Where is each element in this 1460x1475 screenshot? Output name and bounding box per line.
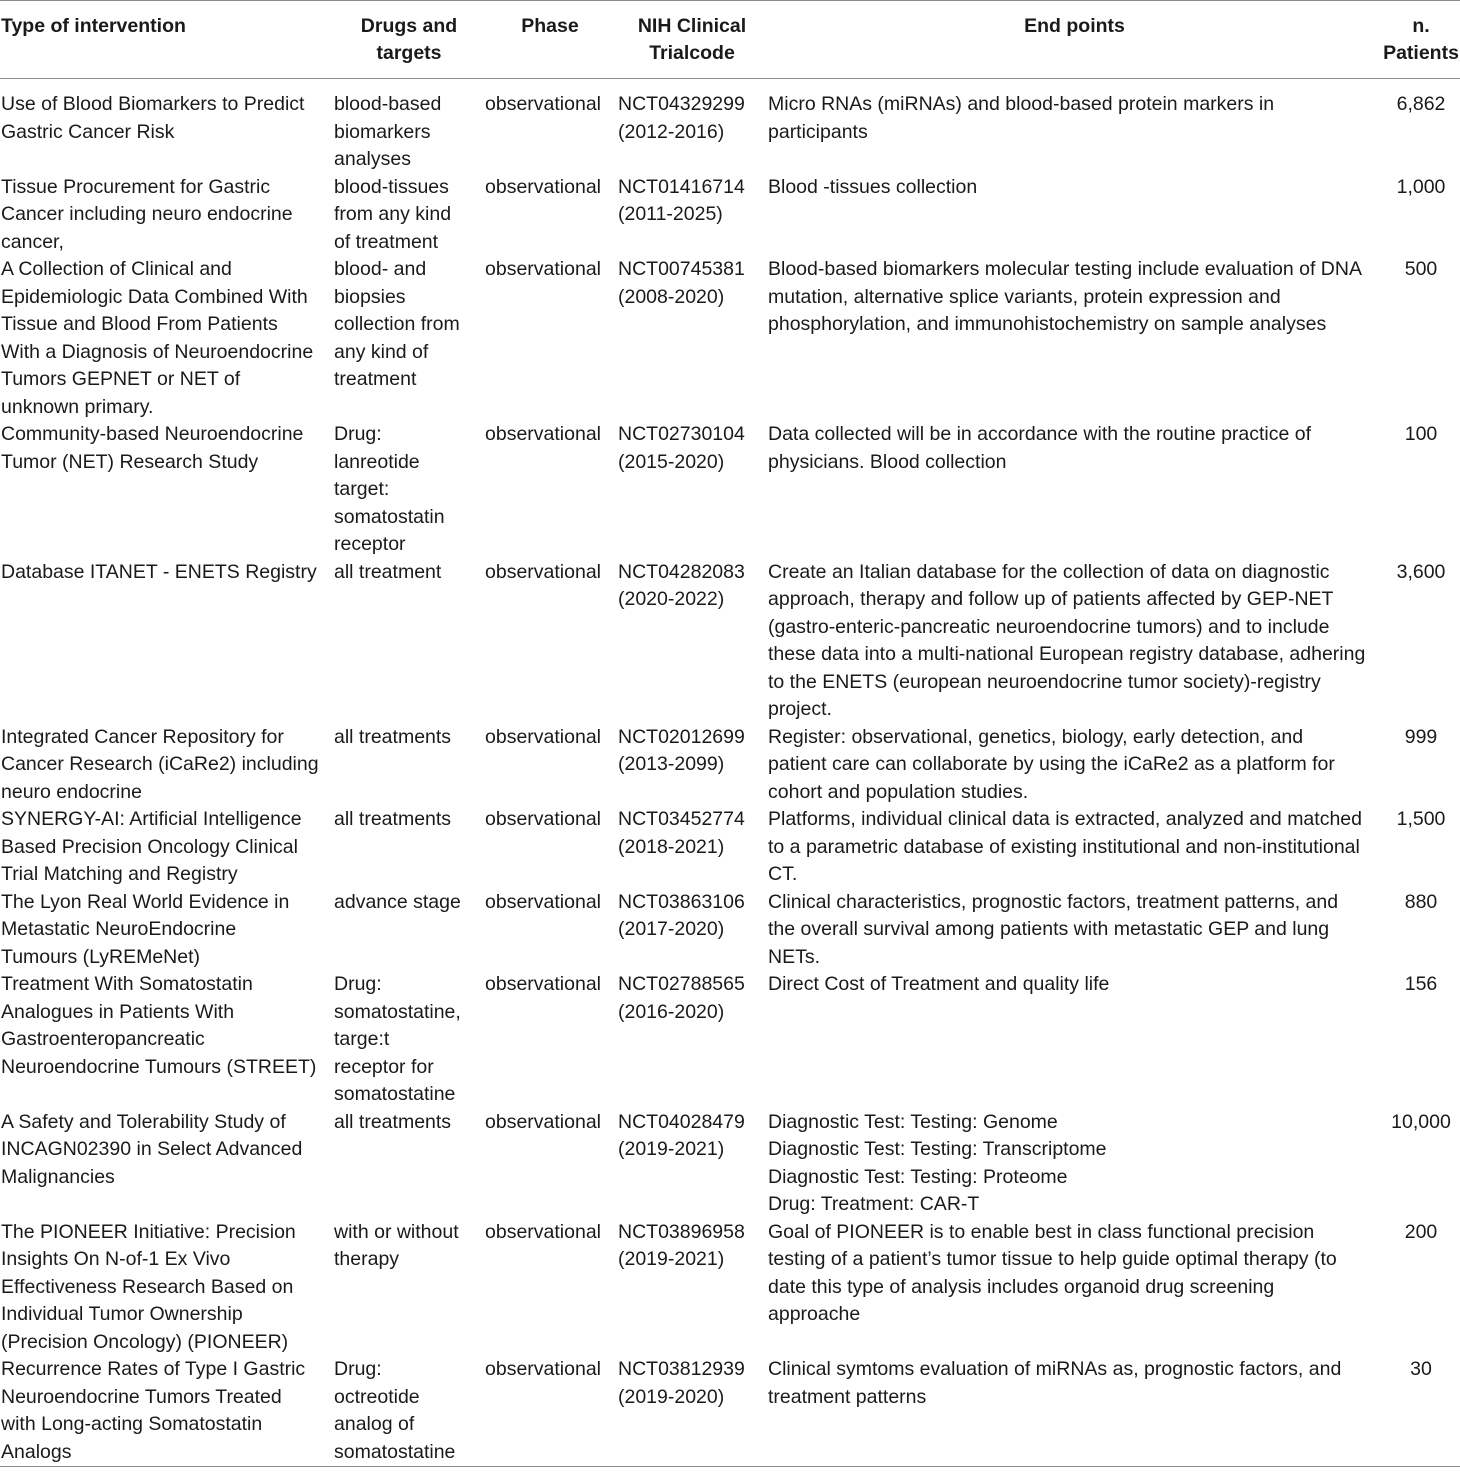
header-drugs-and-targets: Drugs and targets — [360, 15, 458, 64]
cell-end-points: Create an Italian database for the collection of data on diagnostic approach, therapy and follow up of patients affected by GEP-NET (gastro-enteric-pancreatic neuroendocrine tumors) and to include these data into a multi-national European registry database, adhering to the ENETS (european neuroendocrine tumor society)-registry project. — [768, 560, 1366, 720]
header-type-of-intervention: Type of intervention — [1, 15, 186, 37]
cell-type-of-intervention: Tissue Procurement for Gastric Cancer including neuro endocrine cancer, — [1, 175, 293, 253]
cell-n-patients: 3,600 — [1396, 560, 1446, 583]
cell-end-points: Micro RNAs (miRNAs) and blood-based protein markers in participants — [768, 93, 1275, 143]
cell-n-patients: 880 — [1404, 890, 1438, 913]
cell-type-of-intervention: A Collection of Clinical and Epidemiologic Data Combined With Tissue and Blood From Patients With a Diagnosis of Neuroendocrine Tumors GEPNET or NET of unknown primary. — [1, 258, 314, 418]
table-row — [0, 1356, 1460, 1467]
cell-trial-code: NCT04282083 (2020-2022) — [618, 560, 745, 610]
cell-trial-code: NCT02012699 (2013-2099) — [618, 725, 745, 775]
cell-type-of-intervention: SYNERGY-AI: Artificial Intelligence Based Precision Oncology Clinical Trial Matching and Registry — [1, 808, 302, 885]
header-phase: Phase — [521, 15, 579, 37]
cell-phase: observational — [485, 423, 601, 445]
cell-drugs-and-targets: Drug: octreotide analog of somatostatine — [334, 1358, 456, 1463]
cell-drugs-and-targets: all treatment — [334, 560, 442, 583]
table-row — [0, 421, 1460, 559]
cell-n-patients: 1,500 — [1396, 808, 1446, 830]
cell-phase: observational — [485, 93, 601, 115]
cell-trial-code: NCT02730104 (2015-2020) — [618, 423, 745, 473]
cell-type-of-intervention: The PIONEER Initiative: Precision Insights On N-of-1 Ex Vivo Effectiveness Research Based on Individual Tumor Ownership (Precision Oncology) (PIONEER) — [1, 1220, 296, 1353]
cell-drugs-and-targets: all treatments — [334, 808, 452, 830]
cell-n-patients: 999 — [1404, 725, 1438, 748]
cell-phase: observational — [485, 725, 601, 748]
cell-type-of-intervention: Recurrence Rates of Type I Gastric Neuroendocrine Tumors Treated with Long-acting Somatostatin Analogs — [1, 1358, 306, 1463]
table-row — [0, 79, 1460, 174]
cell-phase: observational — [485, 808, 601, 830]
cell-drugs-and-targets: blood- and biopsies collection from any kind of treatment — [334, 258, 460, 390]
cell-end-points: Data collected will be in accordance with the routine practice of physicians. Blood collection — [768, 423, 1312, 473]
table-body — [0, 79, 1460, 1467]
cell-type-of-intervention: Integrated Cancer Repository for Cancer Research (iCaRe2) including neuro endocrine — [1, 725, 319, 803]
cell-n-patients: 6,862 — [1396, 93, 1446, 115]
table-row — [0, 174, 1460, 257]
table-row — [0, 559, 1460, 724]
cell-n-patients: 156 — [1404, 973, 1438, 995]
table-row — [0, 1219, 1460, 1357]
cell-end-points: Goal of PIONEER is to enable best in class functional precision testing of a patient’s tumor tissue to help guide optimal therapy (to date this type of analysis includes organoid drug screening approache — [768, 1220, 1337, 1325]
cell-end-points: Diagnostic Test: Testing: Genome Diagnostic Test: Testing: Transcriptome Diagnostic Test: Testing: Proteome Drug: Treatment: CAR-T — [768, 1110, 1107, 1215]
cell-trial-code: NCT00745381 (2008-2020) — [618, 258, 745, 308]
cell-trial-code: NCT03863106 (2017-2020) — [618, 890, 745, 940]
cell-end-points: Blood -tissues collection — [768, 175, 978, 198]
cell-n-patients: 200 — [1404, 1220, 1438, 1243]
cell-n-patients: 500 — [1404, 258, 1438, 280]
cell-trial-code: NCT03452774 (2018-2021) — [618, 808, 745, 858]
cell-n-patients: 1,000 — [1396, 175, 1446, 198]
cell-drugs-and-targets: Drug: lanreotide target: somatostatin receptor — [334, 423, 445, 555]
cell-phase: observational — [485, 560, 601, 583]
header-n-patients: n. Patients — [1383, 15, 1459, 64]
cell-phase: observational — [485, 890, 601, 913]
table-row — [0, 724, 1460, 807]
cell-drugs-and-targets: with or without therapy — [334, 1220, 459, 1270]
cell-drugs-and-targets: all treatments — [334, 725, 452, 748]
table-header — [0, 1, 1460, 79]
cell-trial-code: NCT01416714 (2011-2025) — [618, 175, 745, 225]
header-end-points: End points — [1024, 15, 1125, 37]
cell-end-points: Clinical symtoms evaluation of miRNAs as, prognostic factors, and treatment patterns — [768, 1358, 1342, 1408]
cell-trial-code: NCT02788565 (2016-2020) — [618, 973, 745, 1023]
cell-phase: observational — [485, 973, 601, 995]
cell-drugs-and-targets: advance stage — [334, 890, 461, 913]
cell-n-patients: 30 — [1410, 1358, 1432, 1380]
table-row — [0, 1109, 1460, 1219]
cell-type-of-intervention: A Safety and Tolerability Study of INCAGN02390 in Select Advanced Malignancies — [1, 1110, 303, 1188]
cell-n-patients: 100 — [1404, 423, 1438, 445]
table-row — [0, 971, 1460, 1109]
cell-end-points: Register: observational, genetics, biology, early detection, and patient care can collaborate by using the iCaRe2 as a platform for cohort and population studies. — [768, 725, 1335, 803]
cell-trial-code: NCT03812939 (2019-2020) — [618, 1358, 745, 1408]
cell-type-of-intervention: The Lyon Real World Evidence in Metastatic NeuroEndocrine Tumours (LyREMeNet) — [1, 890, 290, 968]
cell-phase: observational — [485, 1110, 601, 1133]
cell-trial-code: NCT04028479 (2019-2021) — [618, 1110, 745, 1160]
cell-trial-code: NCT04329299 (2012-2016) — [618, 93, 745, 143]
cell-type-of-intervention: Database ITANET - ENETS Registry — [1, 560, 317, 583]
cell-drugs-and-targets: blood-tissues from any kind of treatment — [334, 175, 452, 253]
table-row — [0, 889, 1460, 972]
cell-phase: observational — [485, 258, 601, 280]
cell-phase: observational — [485, 175, 601, 198]
cell-end-points: Direct Cost of Treatment and quality life — [768, 973, 1110, 995]
cell-drugs-and-targets: Drug: somatostatine, targe:t receptor for somatostatine — [334, 973, 461, 1105]
cell-end-points: Clinical characteristics, prognostic factors, treatment patterns, and the overall survival among patients with metastatic GEP and lung NETs. — [768, 890, 1339, 968]
cell-type-of-intervention: Use of Blood Biomarkers to Predict Gastric Cancer Risk — [1, 93, 305, 143]
cell-end-points: Blood-based biomarkers molecular testing include evaluation of DNA mutation, alternative splice variants, protein expression and phosphorylation, and immunohistochemistry on sample analyses — [768, 258, 1362, 335]
table-row — [0, 806, 1460, 889]
header-row — [0, 1, 1460, 79]
cell-trial-code: NCT03896958 (2019-2021) — [618, 1220, 745, 1270]
header-trial-code: NIH Clinical Trialcode — [637, 15, 747, 64]
cell-end-points: Platforms, individual clinical data is extracted, analyzed and matched to a parametric database of existing institutional and non-institutional CT. — [768, 808, 1362, 885]
cell-phase: observational — [485, 1358, 601, 1380]
cell-phase: observational — [485, 1220, 601, 1243]
cell-n-patients: 10,000 — [1391, 1110, 1451, 1133]
cell-drugs-and-targets: blood-based biomarkers analyses — [334, 93, 442, 170]
table-row — [0, 256, 1460, 421]
cell-type-of-intervention: Community-based Neuroendocrine Tumor (NET) Research Study — [1, 423, 304, 473]
cell-drugs-and-targets: all treatments — [334, 1110, 452, 1133]
cell-type-of-intervention: Treatment With Somatostatin Analogues in Patients With Gastroenteropancreatic Neuroendocrine Tumours (STREET) — [1, 973, 317, 1078]
